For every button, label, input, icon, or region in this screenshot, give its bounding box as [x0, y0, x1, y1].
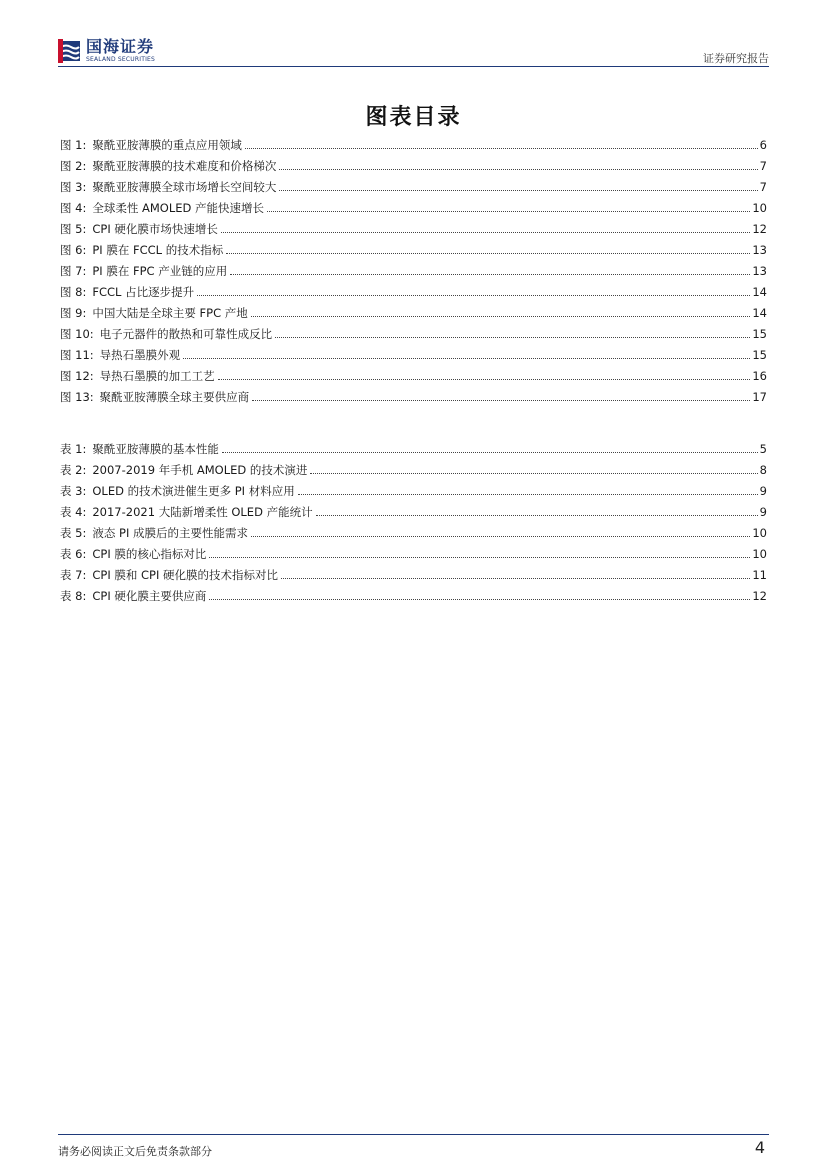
entry-title: 2007-2019 年手机 AMOLED 的技术演进	[92, 463, 308, 477]
sealand-logo-icon	[58, 39, 80, 63]
entry-page-number: 8	[759, 463, 767, 477]
entry-page-number: 14	[752, 306, 767, 320]
leader-dots	[222, 452, 758, 453]
entry-label: 表 2:	[60, 463, 87, 477]
leader-dots	[226, 253, 750, 254]
toc-entry[interactable]	[60, 242, 767, 263]
entry-page-number: 15	[752, 348, 767, 362]
entry-label: 图 4:	[60, 201, 87, 215]
entry-page-number: 13	[752, 264, 767, 278]
entry-title: FCCL 占比逐步提升	[92, 285, 195, 299]
toc-entry[interactable]	[60, 368, 767, 389]
entry-page-number: 11	[752, 568, 767, 582]
entry-page-number: 12	[752, 222, 767, 236]
entry-label: 表 7:	[60, 568, 87, 582]
leader-dots	[218, 379, 751, 380]
footer-divider	[58, 1134, 769, 1135]
figure-list	[60, 137, 767, 410]
entry-title: 聚酰亚胺薄膜的基本性能	[92, 442, 219, 456]
toc-title: 图表目录	[365, 105, 462, 130]
leader-dots	[221, 232, 750, 233]
entry-title: 全球柔性 AMOLED 产能快速增长	[92, 201, 265, 215]
toc-entry[interactable]	[60, 326, 767, 347]
entry-page-number: 5	[759, 442, 767, 456]
toc-entry[interactable]	[60, 504, 767, 525]
toc-entry[interactable]	[60, 263, 767, 284]
entry-title: CPI 膜和 CPI 硬化膜的技术指标对比	[92, 568, 279, 582]
toc-entry[interactable]	[60, 546, 767, 567]
toc-entry[interactable]	[60, 462, 767, 483]
leader-dots	[251, 316, 751, 317]
leader-dots	[275, 337, 750, 338]
entry-title: 液态 PI 成膜后的主要性能需求	[92, 526, 248, 540]
entry-title: CPI 硬化膜主要供应商	[92, 589, 207, 603]
entry-page-number: 16	[752, 369, 767, 383]
entry-label: 表 3:	[60, 484, 87, 498]
logo-name-en: SEALAND SECURITIES	[86, 56, 156, 63]
leader-dots	[310, 473, 757, 474]
entry-page-number: 12	[752, 589, 767, 603]
toc-entry[interactable]	[60, 137, 767, 158]
leader-dots	[197, 295, 750, 296]
page-number: 4	[754, 1138, 765, 1157]
toc-entry[interactable]	[60, 483, 767, 504]
table-list	[60, 441, 767, 609]
leader-dots	[209, 557, 750, 558]
leader-dots	[209, 599, 750, 600]
toc-entry[interactable]	[60, 305, 767, 326]
leader-dots	[230, 274, 750, 275]
entry-title: 导热石墨膜的加工工艺	[99, 369, 215, 383]
entry-page-number: 9	[759, 484, 767, 498]
entry-label: 图 1:	[60, 138, 87, 152]
leader-dots	[316, 515, 758, 516]
entry-title: 中国大陆是全球主要 FPC 产地	[92, 306, 248, 320]
entry-label: 图 3:	[60, 180, 87, 194]
entry-page-number: 10	[752, 526, 767, 540]
toc-entry[interactable]	[60, 567, 767, 588]
leader-dots	[252, 400, 750, 401]
entry-title: 导热石墨膜外观	[99, 348, 181, 362]
toc-entry[interactable]	[60, 347, 767, 368]
entry-title: PI 膜在 FPC 产业链的应用	[92, 264, 228, 278]
toc-entry[interactable]	[60, 158, 767, 179]
entry-label: 图 5:	[60, 222, 87, 236]
entry-label: 表 8:	[60, 589, 87, 603]
toc-entry[interactable]	[60, 441, 767, 462]
entry-label: 表 5:	[60, 526, 87, 540]
toc-entry[interactable]	[60, 389, 767, 410]
toc-entry[interactable]	[60, 588, 767, 609]
entry-page-number: 6	[759, 138, 767, 152]
entry-label: 图 10:	[60, 327, 94, 341]
entry-label: 图 13:	[60, 390, 94, 404]
toc-entry[interactable]	[60, 221, 767, 242]
toc-entry[interactable]	[60, 179, 767, 200]
logo-name-cn: 国海证券	[86, 37, 155, 56]
entry-page-number: 13	[752, 243, 767, 257]
entry-title: 聚酰亚胺薄膜全球市场增长空间较大	[92, 180, 277, 194]
entry-title: CPI 硬化膜市场快速增长	[92, 222, 218, 236]
entry-page-number: 15	[752, 327, 767, 341]
entry-title: CPI 膜的核心指标对比	[92, 547, 207, 561]
entry-page-number: 17	[752, 390, 767, 404]
entry-label: 图 12:	[60, 369, 94, 383]
footer-disclaimer: 请务必阅读正文后免责条款部分	[58, 1145, 212, 1158]
entry-title: 聚酰亚胺薄膜的重点应用领域	[92, 138, 242, 152]
entry-title: OLED 的技术演进催生更多 PI 材料应用	[92, 484, 295, 498]
leader-dots	[279, 169, 757, 170]
report-type: 证券研究报告	[703, 52, 769, 65]
entry-title: 聚酰亚胺薄膜全球主要供应商	[99, 390, 250, 404]
entry-label: 表 6:	[60, 547, 87, 561]
entry-page-number: 7	[759, 159, 767, 173]
entry-page-number: 7	[759, 180, 767, 194]
toc-entry[interactable]	[60, 525, 767, 546]
leader-dots	[245, 148, 758, 149]
entry-label: 图 8:	[60, 285, 87, 299]
entry-label: 图 2:	[60, 159, 87, 173]
leader-dots	[279, 190, 757, 191]
entry-title: PI 膜在 FCCL 的技术指标	[92, 243, 224, 257]
entry-page-number: 10	[752, 201, 767, 215]
entry-label: 表 4:	[60, 505, 87, 519]
toc-entry[interactable]	[60, 284, 767, 305]
entry-label: 图 7:	[60, 264, 87, 278]
entry-title: 电子元器件的散热和可靠性成反比	[99, 327, 273, 341]
entry-page-number: 10	[752, 547, 767, 561]
leader-dots	[298, 494, 758, 495]
leader-dots	[251, 536, 750, 537]
entry-label: 图 6:	[60, 243, 87, 257]
entry-label: 图 11:	[60, 348, 94, 362]
company-logo	[58, 38, 155, 64]
entry-page-number: 9	[759, 505, 767, 519]
entry-title: 聚酰亚胺薄膜的技术难度和价格梯次	[92, 159, 277, 173]
leader-dots	[281, 578, 750, 579]
leader-dots	[267, 211, 750, 212]
entry-page-number: 14	[752, 285, 767, 299]
header-divider	[58, 66, 769, 67]
entry-label: 图 9:	[60, 306, 87, 320]
entry-title: 2017-2021 大陆新增柔性 OLED 产能统计	[92, 505, 313, 519]
leader-dots	[183, 358, 750, 359]
toc-entry[interactable]	[60, 200, 767, 221]
entry-label: 表 1:	[60, 442, 87, 456]
